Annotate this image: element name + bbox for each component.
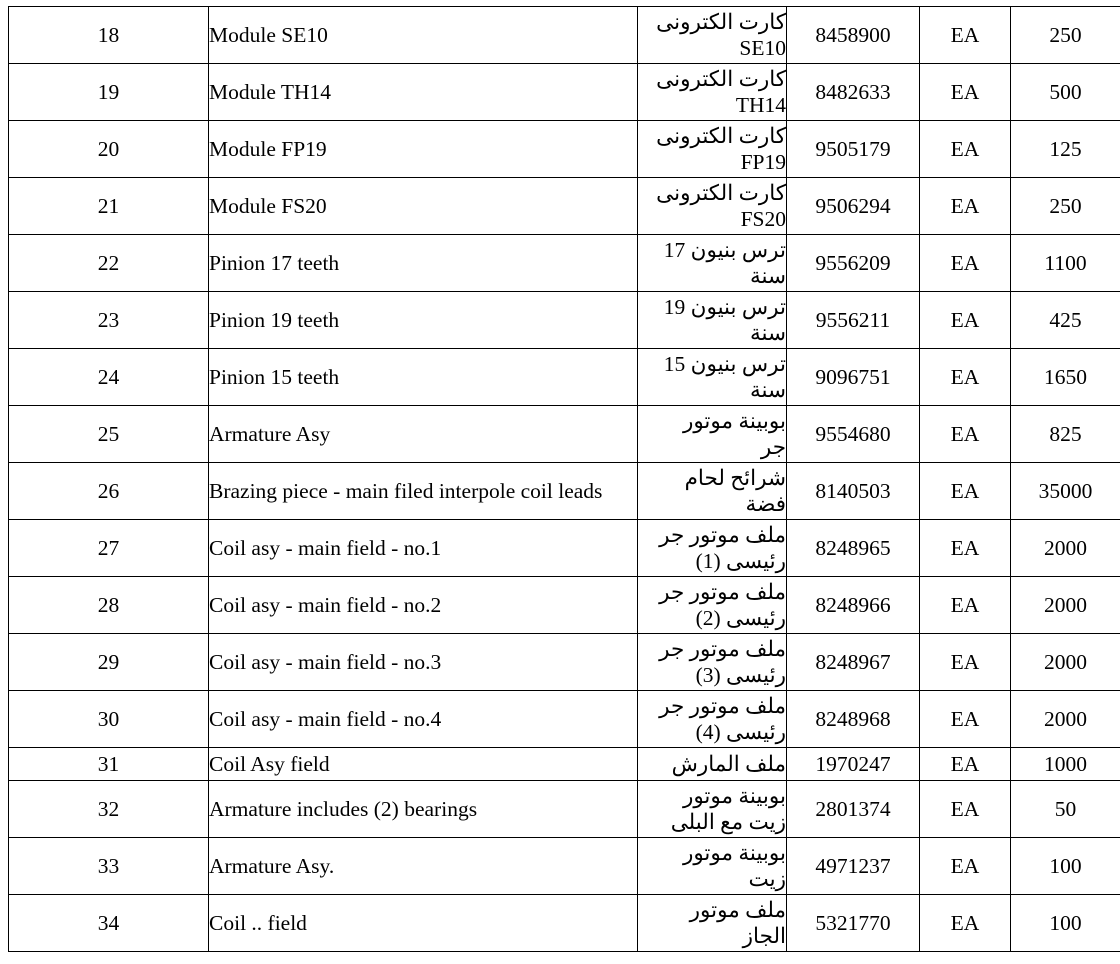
arabic-description-line: رئيسى (1) <box>695 549 786 573</box>
item-number-cell: 30 <box>9 691 209 748</box>
unit-cell: EA <box>920 349 1011 406</box>
arabic-description-cell <box>638 781 787 838</box>
arabic-description-line: رئيسى (4) <box>695 720 786 744</box>
arabic-description-cell <box>638 235 787 292</box>
part-code-cell: 8458900 <box>787 7 920 64</box>
english-description-cell: Pinion 19 teeth <box>209 292 638 349</box>
arabic-description-line: ترس بنيون 19 <box>663 295 786 319</box>
arabic-description-line: فضة <box>745 492 786 516</box>
arabic-description-line: شرائح لحام <box>684 466 786 490</box>
quantity-cell: 2000 <box>1011 634 1120 691</box>
table-row <box>9 838 1120 895</box>
item-number-cell: 18 <box>9 7 209 64</box>
table-row <box>9 178 1120 235</box>
part-code-cell: 8248968 <box>787 691 920 748</box>
table-row <box>9 292 1120 349</box>
quantity-cell: 250 <box>1011 7 1120 64</box>
quantity-cell: 1100 <box>1011 235 1120 292</box>
quantity-cell: 125 <box>1011 121 1120 178</box>
arabic-description-line: زيت <box>748 867 786 891</box>
item-number-cell: 31 <box>9 748 209 781</box>
parts-table-body <box>9 7 1120 952</box>
english-description-cell: Coil asy - main field - no.3 <box>209 634 638 691</box>
arabic-description-cell <box>638 406 787 463</box>
arabic-description-line: جر <box>760 435 786 459</box>
unit-cell: EA <box>920 634 1011 691</box>
item-number-cell: 22 <box>9 235 209 292</box>
part-code-cell: 4971237 <box>787 838 920 895</box>
arabic-description-cell <box>638 520 787 577</box>
quantity-cell: 1000 <box>1011 748 1120 781</box>
arabic-description-cell <box>638 691 787 748</box>
quantity-cell: 425 <box>1011 292 1120 349</box>
arabic-description-line: ملف موتور جر <box>659 694 786 718</box>
arabic-description-cell <box>638 895 787 952</box>
unit-cell: EA <box>920 64 1011 121</box>
part-code-cell: 9505179 <box>787 121 920 178</box>
quantity-cell: 2000 <box>1011 691 1120 748</box>
arabic-description-line: ملف المارش <box>671 752 786 776</box>
arabic-description-line: رئيسى (2) <box>695 606 786 630</box>
arabic-description-line: سنة <box>749 321 786 345</box>
table-row <box>9 7 1120 64</box>
quantity-cell: 50 <box>1011 781 1120 838</box>
english-description-cell: Module SE10 <box>209 7 638 64</box>
english-description-cell: Brazing piece - main filed interpole coil leads <box>209 463 638 520</box>
english-description-cell: Coil asy - main field - no.4 <box>209 691 638 748</box>
arabic-description-line: كارت الكترونى <box>656 10 786 34</box>
arabic-description-line: TH14 <box>735 93 786 117</box>
arabic-description-cell <box>638 577 787 634</box>
parts-table <box>8 6 1120 952</box>
table-row <box>9 349 1120 406</box>
unit-cell: EA <box>920 178 1011 235</box>
item-number-cell: 24 <box>9 349 209 406</box>
arabic-description-line: بوبينة موتور <box>682 841 786 865</box>
arabic-description-cell <box>638 121 787 178</box>
english-description-cell: Armature Asy <box>209 406 638 463</box>
arabic-description-cell <box>638 748 787 781</box>
english-description-cell: Coil asy - main field - no.1 <box>209 520 638 577</box>
part-code-cell: 8140503 <box>787 463 920 520</box>
arabic-description-cell <box>638 64 787 121</box>
unit-cell: EA <box>920 7 1011 64</box>
arabic-description-line: ملف موتور <box>689 898 786 922</box>
part-code-cell: 8248965 <box>787 520 920 577</box>
arabic-description-cell <box>638 463 787 520</box>
unit-cell: EA <box>920 520 1011 577</box>
quantity-cell: 2000 <box>1011 577 1120 634</box>
arabic-description-line: بوبينة موتور <box>682 409 786 433</box>
item-number-cell: 27 <box>9 520 209 577</box>
item-number-cell: 26 <box>9 463 209 520</box>
english-description-cell: Armature includes (2) bearings <box>209 781 638 838</box>
english-description-cell: Pinion 15 teeth <box>209 349 638 406</box>
arabic-description-line: ملف موتور جر <box>659 637 786 661</box>
table-row <box>9 781 1120 838</box>
arabic-description-line: FS20 <box>740 207 786 231</box>
table-row <box>9 64 1120 121</box>
unit-cell: EA <box>920 292 1011 349</box>
arabic-description-line: كارت الكترونى <box>656 124 786 148</box>
part-code-cell: 9556209 <box>787 235 920 292</box>
english-description-cell: Module FP19 <box>209 121 638 178</box>
unit-cell: EA <box>920 748 1011 781</box>
quantity-cell: 35000 <box>1011 463 1120 520</box>
arabic-description-line: زيت مع البلى <box>670 810 786 834</box>
part-code-cell: 8248967 <box>787 634 920 691</box>
english-description-cell: Armature Asy. <box>209 838 638 895</box>
part-code-cell: 9096751 <box>787 349 920 406</box>
quantity-cell: 250 <box>1011 178 1120 235</box>
item-number-cell: 20 <box>9 121 209 178</box>
arabic-description-cell <box>638 7 787 64</box>
arabic-description-line: SE10 <box>739 36 786 60</box>
part-code-cell: 2801374 <box>787 781 920 838</box>
item-number-cell: 32 <box>9 781 209 838</box>
quantity-cell: 1650 <box>1011 349 1120 406</box>
english-description-cell: Module TH14 <box>209 64 638 121</box>
item-number-cell: 33 <box>9 838 209 895</box>
arabic-description-cell <box>638 292 787 349</box>
arabic-description-line: بوبينة موتور <box>682 784 786 808</box>
unit-cell: EA <box>920 895 1011 952</box>
arabic-description-line: كارت الكترونى <box>656 67 786 91</box>
table-row <box>9 121 1120 178</box>
english-description-cell: Coil asy - main field - no.2 <box>209 577 638 634</box>
item-number-cell: 23 <box>9 292 209 349</box>
arabic-description-cell <box>638 178 787 235</box>
arabic-description-line: FP19 <box>740 150 786 174</box>
table-row <box>9 406 1120 463</box>
arabic-description-cell <box>638 838 787 895</box>
item-number-cell: 34 <box>9 895 209 952</box>
item-number-cell: 21 <box>9 178 209 235</box>
arabic-description-cell <box>638 634 787 691</box>
item-number-cell: 19 <box>9 64 209 121</box>
quantity-cell: 500 <box>1011 64 1120 121</box>
table-row <box>9 895 1120 952</box>
unit-cell: EA <box>920 691 1011 748</box>
part-code-cell: 9506294 <box>787 178 920 235</box>
unit-cell: EA <box>920 577 1011 634</box>
english-description-cell: Coil Asy field <box>209 748 638 781</box>
english-description-cell: Pinion 17 teeth <box>209 235 638 292</box>
arabic-description-line: سنة <box>749 264 786 288</box>
table-row <box>9 577 1120 634</box>
english-description-cell: Coil .. field <box>209 895 638 952</box>
table-row <box>9 634 1120 691</box>
unit-cell: EA <box>920 235 1011 292</box>
quantity-cell: 825 <box>1011 406 1120 463</box>
unit-cell: EA <box>920 406 1011 463</box>
item-number-cell: 29 <box>9 634 209 691</box>
unit-cell: EA <box>920 781 1011 838</box>
english-description-cell: Module FS20 <box>209 178 638 235</box>
part-code-cell: 8248966 <box>787 577 920 634</box>
table-row <box>9 748 1120 781</box>
table-row <box>9 520 1120 577</box>
arabic-description-line: ترس بنيون 17 <box>663 238 786 262</box>
arabic-description-line: ترس بنيون 15 <box>663 352 786 376</box>
item-number-cell: 25 <box>9 406 209 463</box>
quantity-cell: 2000 <box>1011 520 1120 577</box>
unit-cell: EA <box>920 838 1011 895</box>
quantity-cell: 100 <box>1011 838 1120 895</box>
unit-cell: EA <box>920 121 1011 178</box>
unit-cell: EA <box>920 463 1011 520</box>
arabic-description-line: ملف موتور جر <box>659 523 786 547</box>
table-row <box>9 691 1120 748</box>
quantity-cell: 100 <box>1011 895 1120 952</box>
arabic-description-line: الجاز <box>742 924 786 948</box>
part-code-cell: 9556211 <box>787 292 920 349</box>
part-code-cell: 8482633 <box>787 64 920 121</box>
arabic-description-line: ملف موتور جر <box>659 580 786 604</box>
part-code-cell: 9554680 <box>787 406 920 463</box>
arabic-description-line: كارت الكترونى <box>656 181 786 205</box>
table-row <box>9 463 1120 520</box>
arabic-description-cell <box>638 349 787 406</box>
part-code-cell: 1970247 <box>787 748 920 781</box>
arabic-description-line: سنة <box>749 378 786 402</box>
table-row <box>9 235 1120 292</box>
part-code-cell: 5321770 <box>787 895 920 952</box>
item-number-cell: 28 <box>9 577 209 634</box>
arabic-description-line: رئيسى (3) <box>695 663 786 687</box>
